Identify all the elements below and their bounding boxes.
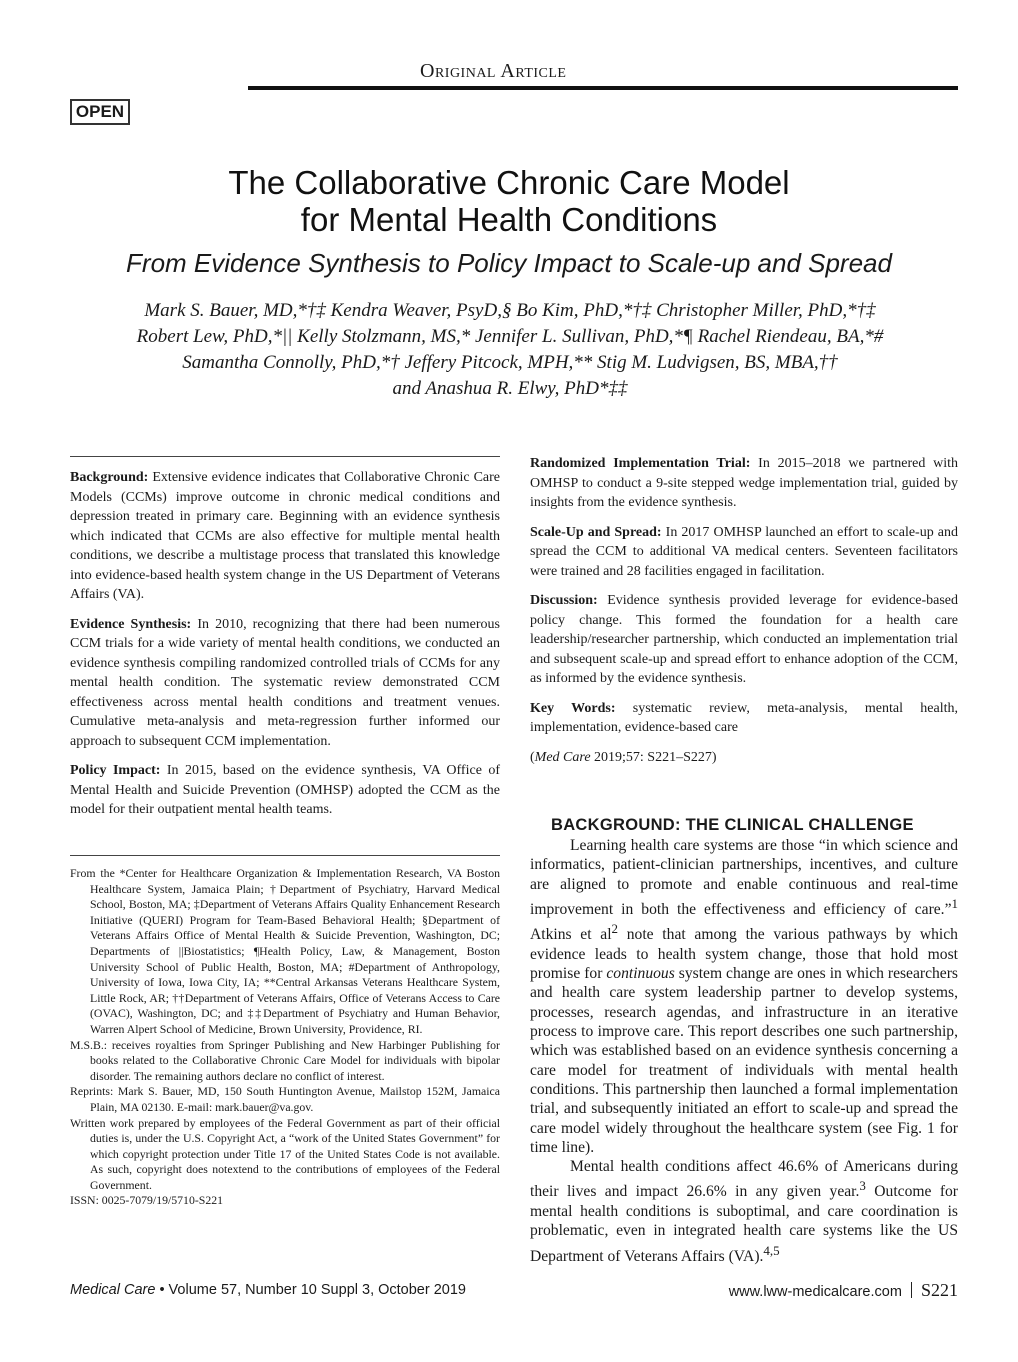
section-heading: BACKGROUND: THE CLINICAL CHALLENGE bbox=[551, 816, 914, 834]
abstract-citation: (Med Care 2019;57: S221–S227) bbox=[530, 749, 717, 765]
body-text bbox=[530, 836, 958, 1266]
article-title-line1: The Collaborative Chronic Care Model bbox=[228, 164, 790, 201]
page-number: S221 bbox=[920, 1280, 958, 1300]
page-footer-right bbox=[729, 1280, 958, 1301]
abstract-left-column bbox=[70, 468, 500, 830]
journal-url[interactable]: www.lww-medicalcare.com bbox=[728, 1284, 902, 1300]
body-paragraph-1: Learning health care systems are those “in which science and informatics, patient-clinician partnerships, incentives, and culture are aligned to promote and enable continuous and real-time improvement in both the effectiveness and efficiency of care.”$^1$ Atkins et $al^2$ note that among the various pathways by which evidence leads to health system change, those that hold most promise for continuous system change are ones in which researchers and health care system leadership partner to develop systems, processes, research agendas, and infrastructure in an iterative process to improve care. This report describes one such partnership, which was established based on an evidence synthesis concerning a care model for treatment of individuals with mental health conditions. This partnership then launched a formal implementation trial, and subsequently initiated an effort to scale-up and spread the care model widely throughout the healthcare system (see Fig. 1 for time line). bbox=[530, 837, 958, 1156]
header-rule bbox=[248, 86, 958, 90]
abstract-background: Background: Extensive evidence indicates that Collaborative Chronic Care Models (CCMs) improve outcome in chronic medical conditions and depression treated in primary care. Beginning with an evidence synthesis which indicated that CCMs are also effective for multiple mental health conditions, we describe a multistage process that translated this knowledge into evidence-based health system change in the US Department of Veterans Affairs (VA). bbox=[70, 470, 501, 602]
article-subtitle: From Evidence Synthesis to Policy Impact to Scale-up and Spread bbox=[126, 248, 892, 278]
footnote-rule bbox=[70, 855, 500, 856]
abstract-keywords: Key Words: systematic review, meta-analysis, mental health, implementation, evidence-based care bbox=[530, 700, 958, 735]
abstract-evidence-synthesis: Evidence Synthesis: In 2010, recognizing that there had been numerous CCM trials for a wide variety of mental health conditions, we conducted an evidence synthesis compiling randomized controlled trials of CCMs for any mental health condition. The systematic review demonstrated CCM effectiveness across mental health conditions and treatment venues. Cumulative meta-analysis and meta-regression further informed our approach to subsequent CCM implementation. bbox=[70, 616, 501, 749]
author-list bbox=[60, 298, 960, 402]
footnote-reprints: Reprints: Mark S. Bauer, MD, 150 South Huntington Avenue, Mailstop 152M, Jamaica Plain, MA 02130. E-mail: mark.bauer@va.gov. bbox=[70, 1084, 500, 1114]
journal-footer: Medical Care • Volume 57, Number 10 Suppl 3, October 2019 bbox=[70, 1282, 466, 1298]
abstract-rule bbox=[70, 456, 500, 457]
abstract-policy-impact: Policy Impact: In 2015, based on the evidence synthesis, VA Office of Mental Health and Suicide Prevention (OMHSP) adopted the CCM as the model for their outpatient mental health teams. bbox=[70, 763, 501, 817]
abstract-trial: Randomized Implementation Trial: In 2015–2018 we partnered with OMHSP to conduct a 9-site stepped wedge implementation trial, guided by insights from the evidence synthesis. bbox=[530, 456, 959, 510]
section-label: Original Article bbox=[420, 60, 567, 82]
open-access-badge: OPEN bbox=[70, 99, 130, 125]
body-paragraph-2: Mental health conditions affect 46.6% of Americans during their lives and impact 26.6% in any given year.$^3$ Outcome for mental health conditions is suboptimal, and care coordination is problematic, even in integrated health care systems like the US Department of Veterans Affairs (VA).$^{4,5}$ bbox=[530, 1158, 958, 1265]
abstract-right-column bbox=[530, 454, 958, 777]
author-line: Samantha Connolly, PhD,*† Jeffery Pitcock, MPH,** Stig M. Ludvigsen, BS, MBA,†† bbox=[182, 352, 838, 373]
author-line: and Anashua R. Elwy, PhD*‡‡ bbox=[392, 378, 628, 399]
footer-divider bbox=[911, 1282, 912, 1298]
abstract-discussion: Discussion: Evidence synthesis provided leverage for evidence-based policy change. This formed the foundation for a health care leadership/researcher partnership, which conducted an implementation trial and subsequent scale-up and spread effort to enhance adoption of the CCM, as informed by the evidence synthesis. bbox=[530, 593, 959, 686]
abstract-scale-up: Scale-Up and Spread: In 2017 OMHSP launched an effort to scale-up and spread the CCM to additional VA medical centers. Seventeen facilitators were trained and 28 facilities engaged in facilitation. bbox=[530, 524, 958, 579]
article-title-line2: for Mental Health Conditions bbox=[300, 201, 718, 238]
footnote-copyright: Written work prepared by employees of the Federal Government as part of their official duties is, under the U.S. Copyright Act, a “work of the United States Government” for which copyright protection under Title 17 of the United States Code is not available. As such, copyright does notextend to the contributions of employees of the Federal Government. bbox=[70, 1115, 500, 1192]
footnotes bbox=[70, 866, 500, 1209]
author-line: Robert Lew, PhD,*|| Kelly Stolzmann, MS,* Jennifer L. Sullivan, PhD,*¶ Rachel Riendeau, BA,*# bbox=[136, 326, 884, 347]
footnote-disclosure: M.S.B.: receives royalties from Springer Publishing and New Harbinger Publishing for books related to the Collaborative Chronic Care Model for individuals with bipolar disorder. The remaining authors declare no conflict of interest. bbox=[70, 1037, 500, 1083]
footnote-issn: ISSN: 0025-7079/19/5710-S221 bbox=[70, 1193, 224, 1208]
footnote-affiliations: From the *Center for Healthcare Organization & Implementation Research, VA Boston Healthcare System, Jamaica Plain; †Department of Psychiatry, Harvard Medical School, Boston, MA; ‡Department of Veterans Affairs Quality Enhancement Research Initiative (QUERI) Program for Team-Based Behavioral Health; §Department of Veterans Affairs Office of Mental Health & Suicide Prevention, Washington, DC; Departments of ||Biostatistics; ¶Health Policy, Law, & Management, Boston University School of Public Health, Boston, MA; #Department of Anthropology, University of Iowa, Iowa City, IA; **Central Arkansas Veterans Healthcare System, Little Rock, AR; ††Department of Veterans Affairs, Office of Veterans Access to Care (OVAC), Washington, DC; and ‡‡Department of Psychiatry and Human Behavior, Warren Alpert School of Medicine, Brown University, Providence, RI. bbox=[70, 866, 500, 1036]
author-line: Mark S. Bauer, MD,*†‡ Kendra Weaver, PsyD,§ Bo Kim, PhD,*†‡ Christopher Miller, PhD,*†‡ bbox=[144, 300, 876, 321]
